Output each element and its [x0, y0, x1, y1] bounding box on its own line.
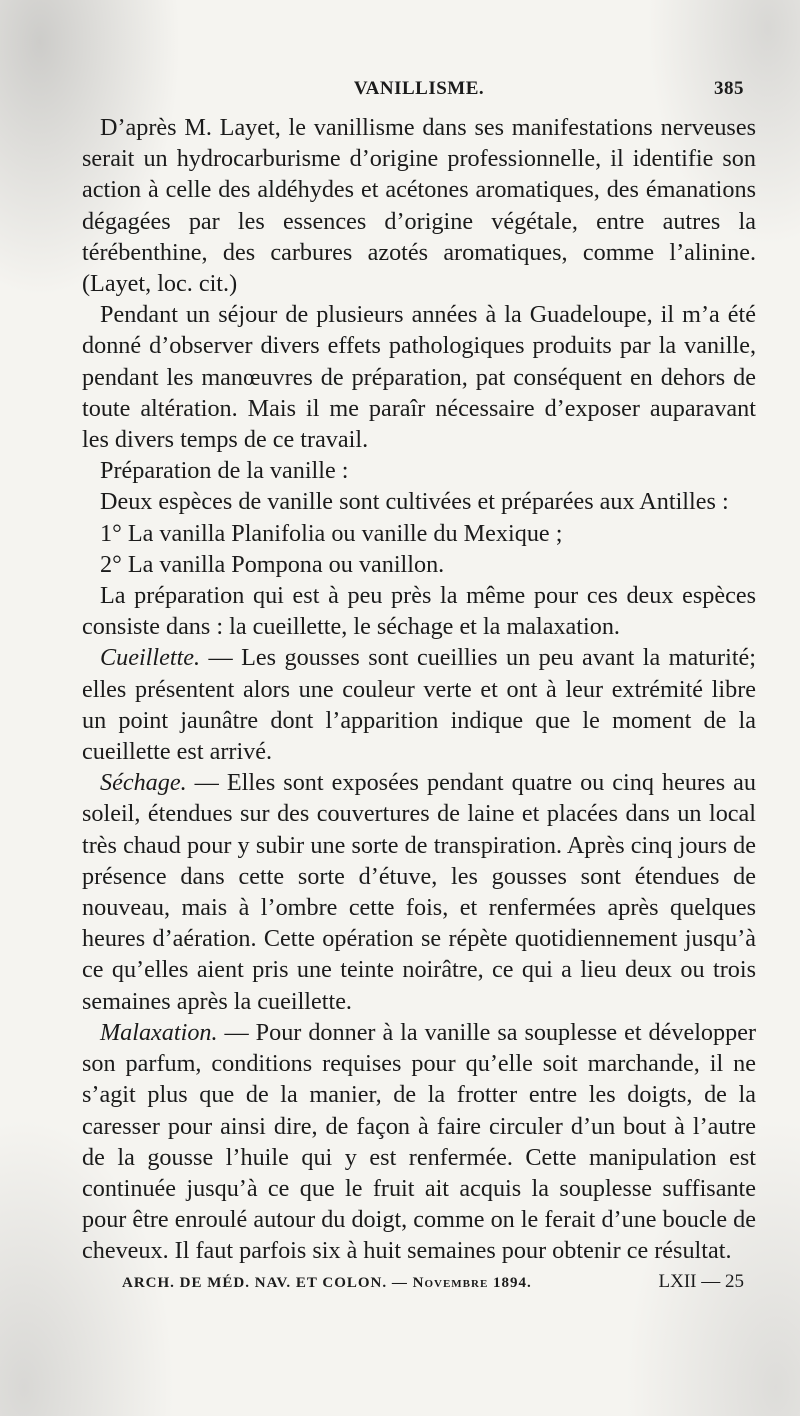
list-item-planifolia: 1° La vanilla Planifolia ou vanille du Mexique ;: [100, 519, 563, 547]
paragraph-two-species: Deux espèces de vanille sont cultivées et préparées aux Antilles :: [100, 488, 729, 516]
paragraph-malaxation: Malaxation. — Pour donner à la vanille sa souplesse et développer son parfum, conditions requises pour qu’elle soit marchande, il ne s’agit plus que de la manier, de la frotter entre les doigts, de la caresser pour ainsi dire, de façon à faire circuler d’un bout à l’autre de la gousse l’huile qui y est renfermée. Cette manipulation est continuée jusqu’à ce que le fruit ait acquis la souplesse suffisante pour être enroulé autour du doigt, comme on le ferait d’une boucle de cheveux. Il faut parfois six à huit semaines pour obtenir ce résultat.: [82, 1018, 756, 1265]
signature-mark: LXII — 25: [658, 1271, 744, 1292]
paragraph-layet: D’après M. Layet, le vanillisme dans ses manifestations nerveuses serait un hydrocarburisme d’origine professionnelle, il identifie son action à celle des aldéhydes et acétones aromatiques, des émanations dégagées par les essences d’origine végétale, entre autres la térébenthine, des carbures azotés aromatiques, comme l’alinine. (Layet, loc. cit.): [82, 114, 756, 298]
running-title: VANILLISME.: [353, 78, 485, 99]
section-lead-sechage: Séchage.: [100, 769, 187, 797]
journal-citation: ARCH. DE MÉD. NAV. ET COLON. — Novembre 1894.: [122, 1275, 532, 1291]
page-footer: [122, 1271, 744, 1293]
paragraph-preparation-steps: La préparation qui est à peu près la même pour ces deux espèces consiste dans : la cueillette, le séchage et la malaxation.: [82, 582, 756, 641]
paragraph-cueillette: Cueillette. — Les gousses sont cueillies un peu avant la maturité; elles présentent alors une couleur verte et ont à leur extrémité libre un point jaunâtre dont l’apparition indique que le moment de la cueillette est arrivé.: [82, 644, 756, 766]
list-item-pompona: 2° La vanilla Pompona ou vanillon.: [100, 550, 445, 578]
section-lead-cueillette: Cueillette.: [100, 644, 201, 672]
paragraph-guadeloupe: Pendant un séjour de plusieurs années à la Guadeloupe, il m’a été donné d’observer divers effets pathologiques produits par la vanille, pendant les manœuvres de préparation, pat conséquent en dehors de toute altération. Mais il me paraîr nécessaire d’exposer auparavant les divers temps de ce travail.: [82, 301, 756, 454]
running-head: [82, 78, 756, 106]
paragraph-preparation-heading: Préparation de la vanille :: [100, 457, 349, 485]
paragraph-sechage: Séchage. — Elles sont exposées pendant quatre ou cinq heures au soleil, étendues sur des couvertures de laine et placées dans un local très chaud pour y subir une sorte de transpiration. Après cinq jours de présence dans cette sorte d’étuve, les gousses sont étendues de nouveau, mais à l’ombre cette fois, et renfermées après quelques heures d’aération. Cette opération se répète quotidiennement jusqu’à ce qu’elles aient pris une teinte noirâtre, ce qui a lieu deux ou trois semaines après la cueillette.: [82, 769, 756, 1015]
section-lead-malaxation: Malaxation.: [100, 1018, 218, 1046]
page-number: 385: [714, 78, 744, 99]
body-text: [82, 112, 756, 1267]
